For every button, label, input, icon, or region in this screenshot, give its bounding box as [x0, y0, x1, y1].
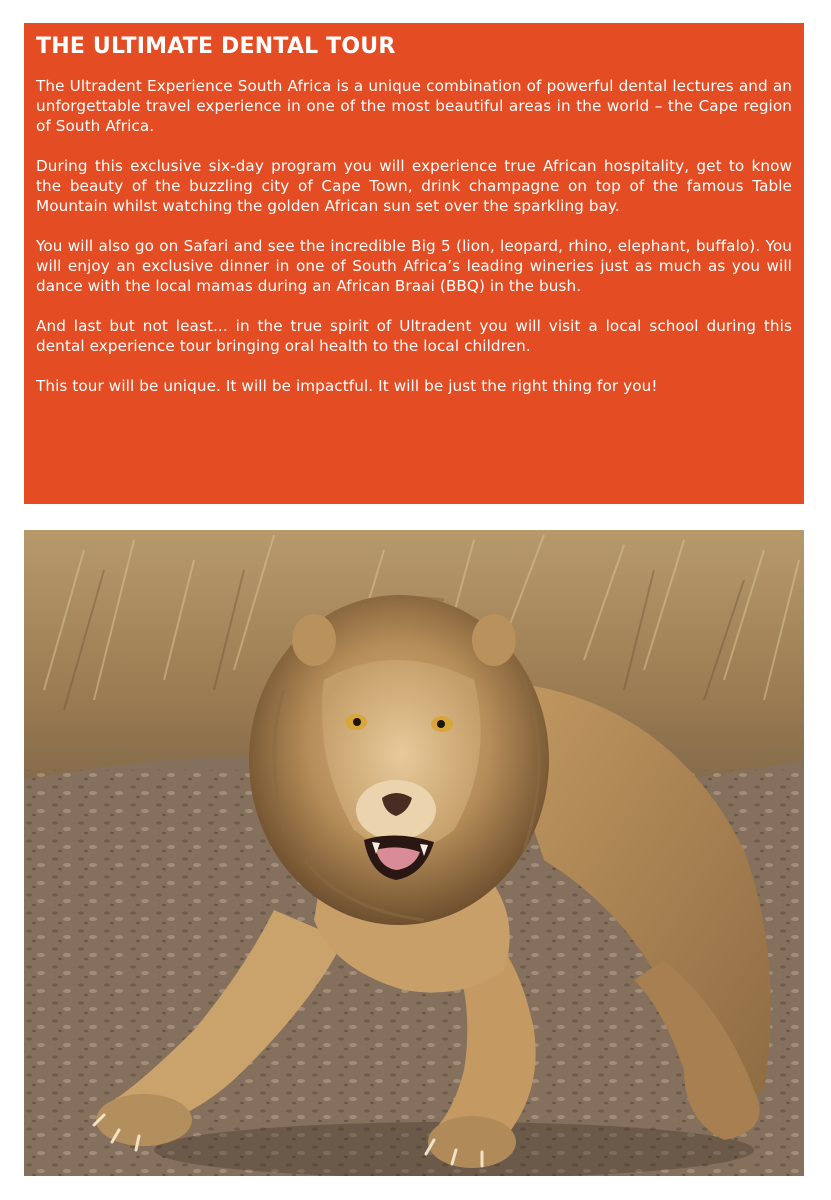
intro-title: THE ULTIMATE DENTAL TOUR	[36, 34, 396, 59]
intro-panel	[24, 23, 804, 504]
intro-paragraph-4: And last but not least... in the true spirit of Ultradent you will visit a local school during this dental experience tour bringing oral health to the local children.	[36, 317, 792, 355]
intro-paragraph-3: You will also go on Safari and see the incredible Big 5 (lion, leopard, rhino, elephant, buffalo). You will enjoy an exclusive dinner in one of South Africa’s leading wineries just as much as you will dance with the local mamas during an African Braai (BBQ) in the bush.	[36, 237, 792, 295]
intro-paragraph-2: During this exclusive six-day program you will experience true African hospitality, get to know the beauty of the buzzling city of Cape Town, drink champagne on top of the famous Table Mountain whilst watching the golden African sun set over the sparkling bay.	[36, 157, 792, 215]
lion-photo	[24, 530, 804, 1176]
intro-paragraph-1: The Ultradent Experience South Africa is a unique combination of powerful dental lectures and an unforgettable travel experience in one of the most beautiful areas in the world – the Cape region of South Africa.	[36, 77, 792, 135]
intro-paragraph-5: This tour will be unique. It will be impactful. It will be just the right thing for you!	[36, 377, 658, 395]
